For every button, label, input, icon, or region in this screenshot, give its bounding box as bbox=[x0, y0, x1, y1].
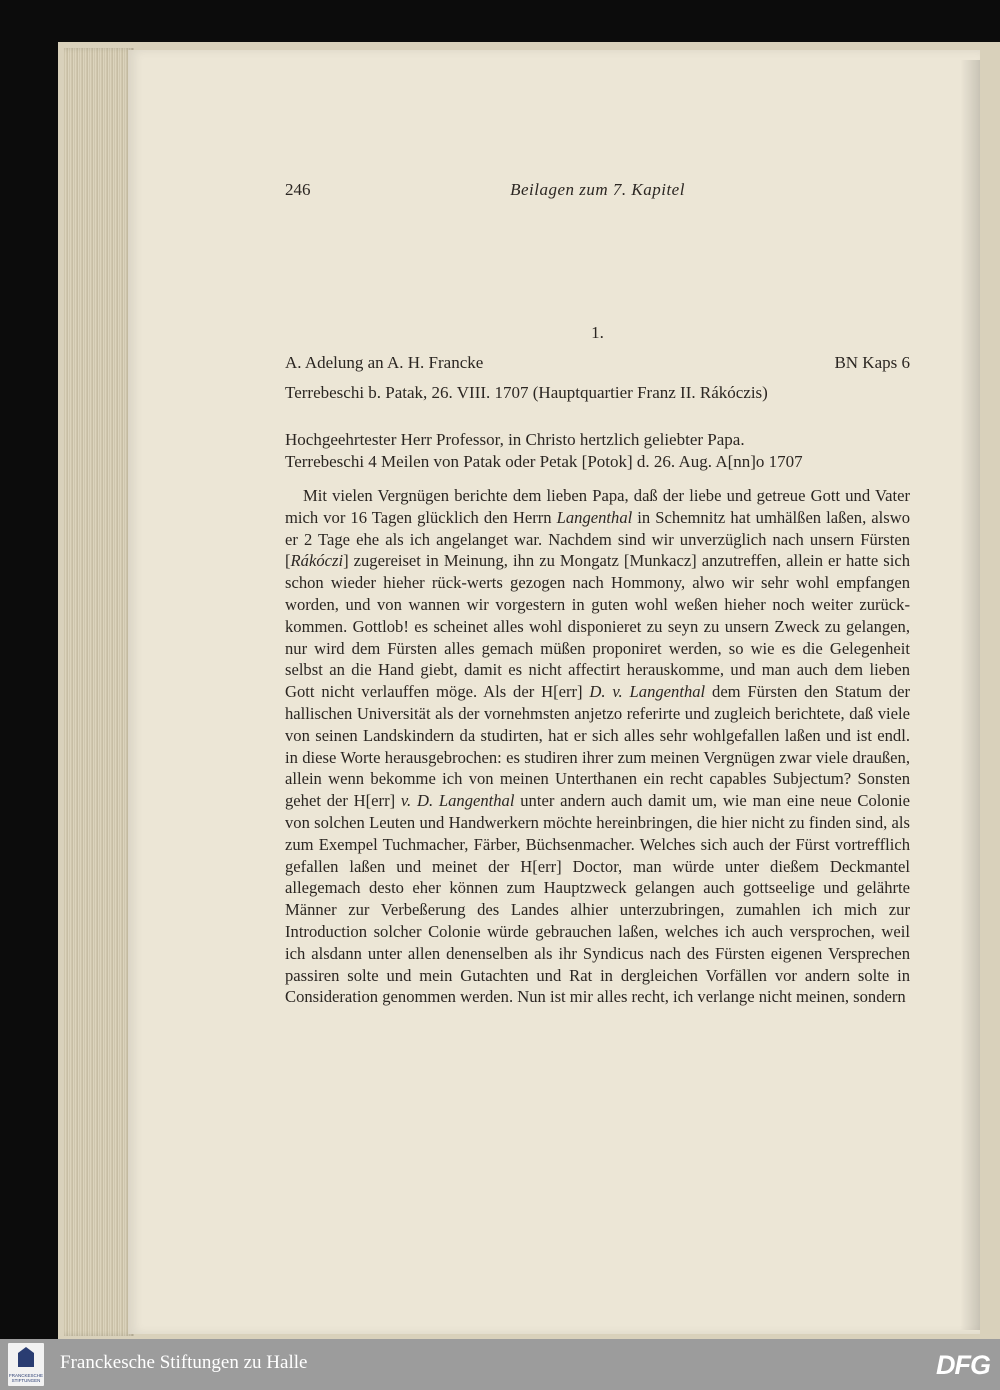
emblem-icon bbox=[18, 1347, 34, 1367]
letter-header bbox=[285, 353, 910, 377]
body-segment-italic: D. v. Langenthal bbox=[589, 682, 706, 702]
logo-text: FRANCKESCHE STIFTUNGEN bbox=[8, 1373, 43, 1383]
sender-recipient: A. Adelung an A. H. Francke bbox=[285, 353, 484, 372]
running-head bbox=[285, 180, 910, 216]
running-title: Beilagen zum 7. Kapitel bbox=[510, 180, 685, 199]
body-segment-italic: Langenthal bbox=[556, 507, 633, 527]
body-segment: ] zugereiset in Meinung, ihn zu Mongatz [Munkacz] anzutreffen, allein er hatte sich schon wieder hieher rück-werts gezogen nach Hommony, alwo wir sehr wohl empfangen worden, und von wannen wir vorgestern in guten wohl weßen hieher noch weiter zurück-kommen. Gottlob! es scheinet alles wohl disponieret zu seyn zu unsern Zweck zu gelangen, nur wird dem Fürsten alles gemach müßen proponiret werden, so wie es die Gelegenheit selbst an die Hand giebt, damit es nicht affectirt herauskomme, und man auch dem lieben Gott nicht verlauffen möge. Als der H[err] bbox=[285, 551, 910, 702]
letter-body bbox=[285, 485, 910, 1008]
page-text-block bbox=[285, 180, 910, 1025]
page-gutter-shadow bbox=[960, 60, 980, 1330]
body-segment: dem Fürsten den Statum der hallischen Universität als der vornehmsten anjetzo referirte und zugleich berichtete, daß viele von seinen Landskindern da studirten, hat er sich alles sehr wohlgefallen laßen und ist endl. in diese Worte herausgebrochen: es studiren ihrer zum meinen Vergnügen zwar viele draußen, allein wenn bekomme ich von meinen Unterthanen ein recht capables Subjectum? Sonsten gehet der H[err] bbox=[285, 682, 910, 811]
salutation bbox=[285, 429, 910, 473]
institution-label[interactable]: Franckesche Stiftungen zu Halle bbox=[60, 1352, 308, 1373]
dateline: Terrebeschi 4 Meilen von Patak oder Petak [Potok] d. 26. Aug. A[nn]o 1707 bbox=[285, 452, 803, 471]
dfg-logo[interactable]: DFG bbox=[936, 1350, 990, 1380]
body-segment-italic: Rákóczi bbox=[290, 551, 344, 571]
footer-bar bbox=[0, 1339, 1000, 1390]
body-segment: Mit vielen Vergnügen berichte dem lieben Papa, daß der liebe und getreue Gott und Vater mich vor 16 Tagen glücklich den Herrn bbox=[285, 486, 910, 527]
archive-reference: BN Kaps 6 bbox=[834, 353, 910, 372]
body-segment: in Schemnitz hat umhälßen laßen, alswo er 2 Tage ehe als ich angelanget war. Nachdem sind wir unverzüglich nach unsern Fürsten [ bbox=[285, 507, 910, 571]
franckesche-stiftungen-logo[interactable] bbox=[8, 1343, 44, 1386]
document-number: 1. bbox=[591, 323, 604, 342]
body-segment: unter andern auch damit um, wie man eine neue Colonie von solchen Leuten und Handwerkern möchte hereinbringen, die hier nicht zu finden sind, als zum Exempel Tuchmacher, Färber, Büchsenmacher. Welches sich auch der Fürst vortrefflich gefallen laßen und meinet der H[err] Doctor, man würde unter dießem Deckmantel allegemach desto eher können zum Hauptzweck gelangen auch gottseelige und gelährte Männer zur Verbeßerung des Landes alhier unterzubringen, zumahlen ich mich zur Introduction solcher Colonie würde gebrauchen laßen, welches ich auch versprochen, weil ich alsdann unter allen denenselben als ihr Syndicus nach des Fürsten eigenen Versprechen passiren solte und mein Gutachten und Rat in dergleichen Vorfällen vor andern solte in Consideration genommen werden. Nun ist mir alles recht, ich verlange nicht meinen, sondern bbox=[285, 791, 910, 1007]
body-segment-italic: v. D. Langenthal bbox=[400, 791, 515, 811]
page-number: 246 bbox=[285, 180, 311, 199]
salutation-line: Hochgeehrtester Herr Professor, in Christo hertzlich geliebter Papa. bbox=[285, 430, 745, 449]
page-edges bbox=[64, 48, 134, 1336]
place-date: Terrebeschi b. Patak, 26. VIII. 1707 (Hauptquartier Franz II. Rákóczis) bbox=[285, 383, 768, 402]
